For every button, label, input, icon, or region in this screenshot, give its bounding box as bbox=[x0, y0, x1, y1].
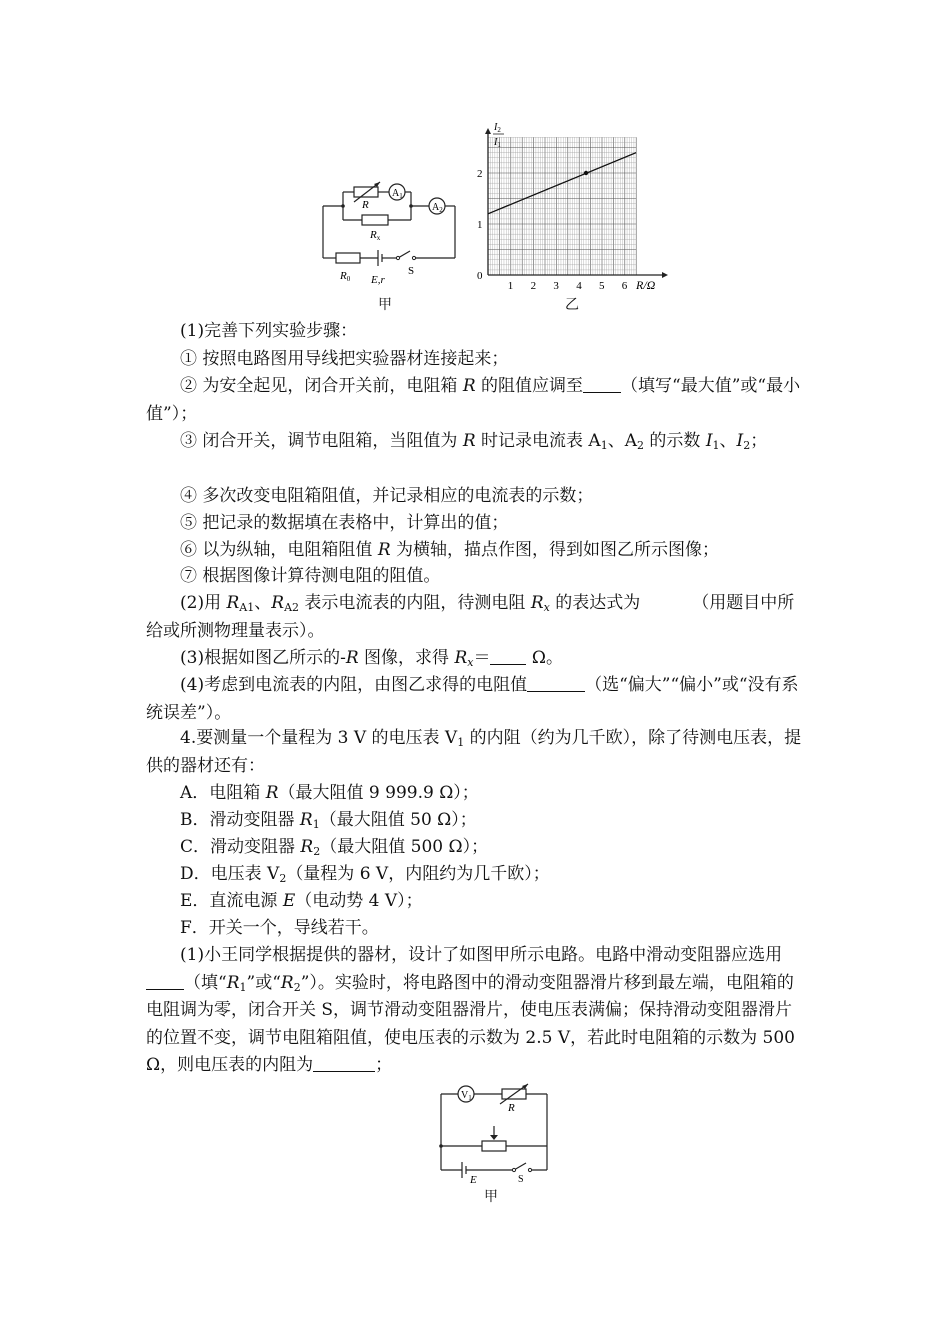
ammeter-a2-label: $A_2$ bbox=[432, 202, 443, 214]
resistor-rx-label: Rx bbox=[370, 229, 381, 242]
q4-intro: 4.要测量一个量程为 3 V 的电压表 $V_1$ 的内阻（约为几千欧），除了待测电压表，提供的器材还有： bbox=[146, 728, 802, 776]
fig3-caption: 甲 bbox=[484, 1189, 498, 1205]
y-label-denominator: $I_1$ bbox=[494, 137, 501, 149]
y-tick-label: 1 bbox=[477, 219, 483, 231]
switch-label: S bbox=[408, 265, 415, 277]
x-tick-label: 5 bbox=[599, 280, 605, 292]
part-4: (4)考虑到电流表的内阻，由图乙求得的电阻值 （选“偏大”“偏小”或“没有系统误差”）。 bbox=[146, 675, 799, 723]
blank-field[interactable] bbox=[527, 676, 585, 692]
q4-part-1: (1)小王同学根据提供的器材，设计了如图甲所示电路。电路中滑动变阻器应选用（填“$R_1$”或“$R_2$”）。实验时，将电路图中的滑动变阻器滑片移到最左端，电阻箱的电阻调为零，闭合开关 S，调节滑动变阻器滑片，使电压表满偏；保持滑动变阻器滑片的位置不变，调节电阻箱阻值，使电压表的示数为 2.5 V，若此时电阻箱的示数为 500 Ω，则电压表的内阻为 ； bbox=[146, 945, 795, 1075]
resistor-r-label: R bbox=[362, 199, 369, 211]
resistor-r0-label: R0 bbox=[340, 270, 351, 283]
step-1: ① 按照电路图用导线把实验器材连接起来； bbox=[180, 349, 509, 369]
option-f: F．开关一个，导线若干。 bbox=[180, 918, 379, 938]
option-b: B．滑动变阻器 $R_1$（最大阻值 50 Ω）； bbox=[180, 810, 477, 831]
y-tick-label: 2 bbox=[477, 168, 483, 180]
x-tick-label: 3 bbox=[553, 280, 559, 292]
source-e-label: E bbox=[470, 1174, 477, 1186]
y-tick-label: 0 bbox=[477, 270, 483, 282]
step-5: ⑤ 把记录的数据填在表格中，计算出的值； bbox=[180, 513, 509, 533]
part-3: (3)根据如图乙所示的-R 图像，求得 $R_x= \Omega$。 bbox=[180, 648, 563, 669]
fig1-caption: 甲 bbox=[378, 297, 392, 313]
voltmeter-v1-label: $V_1$ bbox=[461, 1090, 472, 1102]
step-title: (1)完善下列实验步骤： bbox=[180, 321, 358, 341]
y-label-numerator: $I_2$ bbox=[494, 122, 501, 134]
option-d: D．电压表 $V_2$（量程为 6 V，内阻约为几千欧）； bbox=[180, 864, 550, 885]
option-c: C．滑动变阻器 $R_2$（最大阻值 500 Ω）； bbox=[180, 837, 489, 858]
x-axis-label: R/Ω bbox=[636, 278, 656, 292]
switch-s-label: S bbox=[518, 1174, 524, 1185]
chart-i2-over-i1-vs-r bbox=[472, 118, 672, 298]
option-a: A．电阻箱 R（最大阻值 9 999.9 Ω）； bbox=[180, 783, 479, 803]
blank-field[interactable] bbox=[490, 649, 526, 665]
blank-field[interactable] bbox=[146, 974, 184, 990]
circuit-diagram-1 bbox=[318, 178, 460, 298]
x-tick-label: 1 bbox=[507, 280, 514, 292]
blank-field[interactable] bbox=[313, 1056, 375, 1072]
step-4: ④ 多次改变电阻箱阻值，并记录相应的电流表的示数； bbox=[180, 486, 594, 506]
step-3: ③ 闭合开关，调节电阻箱，当阻值为 R 时记录电流表 $A_1$、$A_2$ 的示数 $I_1$、$I_2$； bbox=[180, 431, 768, 452]
circuit-diagram-2 bbox=[436, 1082, 552, 1186]
step-6: ⑥ 以为纵轴，电阻箱阻值 R 为横轴，描点作图，得到如图乙所示图像； bbox=[180, 540, 720, 560]
battery-label: E,r bbox=[371, 274, 385, 286]
fig2-caption-yi: 乙 bbox=[565, 297, 579, 313]
x-tick-label: 4 bbox=[576, 280, 582, 292]
step-7: ⑦ 根据图像计算待测电阻的阻值。 bbox=[180, 566, 441, 586]
x-tick-label: 2 bbox=[530, 280, 537, 292]
part-2: (2)用 $R_{A1}$、$R_{A2}$ 表示电流表的内阻，待测电阻 $R_x$ 的表达式为 （用题目中所给或所测物理量表示）。 bbox=[146, 593, 795, 641]
x-tick-label: 6 bbox=[621, 280, 628, 292]
option-e: E．直流电源 E（电动势 4 V）； bbox=[180, 891, 423, 911]
blank-field[interactable] bbox=[583, 377, 621, 393]
ammeter-a1-label: $A_1$ bbox=[392, 188, 403, 200]
step-2: ② 为安全起见，闭合开关前，电阻箱 R 的阻值应调至 （填写“最大值”或“最小值”）； bbox=[146, 376, 801, 424]
resistor-box-r-label: R bbox=[508, 1102, 515, 1114]
marked-point bbox=[584, 171, 588, 175]
